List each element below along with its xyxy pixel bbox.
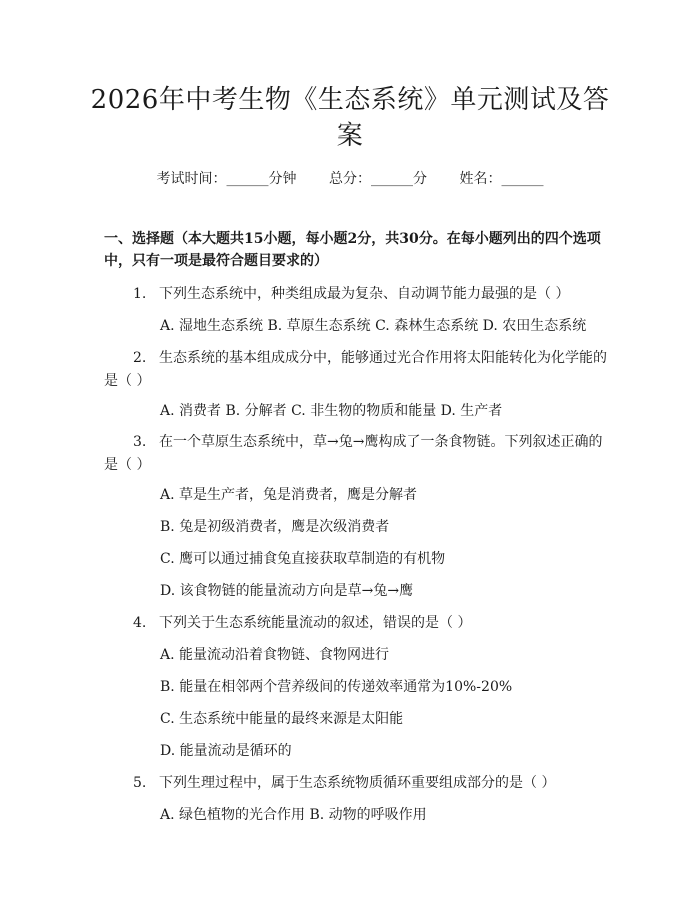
question-number: 3. (133, 434, 147, 450)
question-1 (133, 283, 569, 303)
question-3 (133, 431, 602, 451)
question-stem: 下列生态系统中，种类组成最为复杂、自动调节能力最强的是（ ） (159, 286, 570, 302)
question-number: 5. (133, 775, 147, 791)
option-a: A. 能量流动沿着食物链、食物网进行 (160, 647, 390, 663)
option-b: B. 能量在相邻两个营养级间的传递效率通常为10%-20% (160, 679, 513, 695)
question-stem: 下列生理过程中，属于生态系统物质循环重要组成部分的是（ ） (159, 775, 556, 791)
page-title: 2026年中考生物《生态系统》单元测试及答案 (90, 85, 610, 151)
question-2-options: A. 消费者 B. 分解者 C. 非生物的物质和能量 D. 生产者 (160, 403, 503, 419)
question-number: 1. (133, 286, 147, 302)
question-stem-continued: 是（ ） (104, 457, 151, 473)
question-1-options: A. 湿地生态系统 B. 草原生态系统 C. 森林生态系统 D. 农田生态系统 (160, 318, 587, 334)
question-5 (133, 772, 555, 792)
question-stem: 在一个草原生态系统中，草→兔→鹰构成了一条食物链。下列叙述正确的 (159, 434, 603, 450)
question-2 (133, 347, 607, 367)
question-stem-continued: 是（ ） (104, 373, 151, 389)
total-score-field: 总分：______分 (329, 171, 427, 187)
exam-meta (0, 168, 700, 188)
option-a: A. 草是生产者，兔是消费者，鹰是分解者 (160, 487, 418, 503)
option-d: D. 该食物链的能量流动方向是草→兔→鹰 (160, 583, 414, 599)
option-c: C. 鹰可以通过捕食兔直接获取草制造的有机物 (160, 551, 446, 567)
student-name-field: 姓名：______ (459, 171, 544, 187)
question-stem: 下列关于生态系统能量流动的叙述，错误的是（ ） (159, 615, 472, 631)
question-5-options: A. 绿色植物的光合作用 B. 动物的呼吸作用 (160, 807, 427, 823)
option-b: B. 兔是初级消费者，鹰是次级消费者 (160, 519, 390, 535)
question-number: 2. (133, 350, 147, 366)
question-stem: 生态系统的基本组成成分中，能够通过光合作用将太阳能转化为化学能的 (159, 350, 607, 366)
question-4 (133, 612, 471, 632)
option-d: D. 能量流动是循环的 (160, 743, 292, 759)
exam-time-field: 考试时间：______分钟 (156, 171, 297, 187)
option-c: C. 生态系统中能量的最终来源是太阳能 (160, 711, 404, 727)
section-heading: 一、选择题（本大题共15小题，每小题2分，共30分。在每小题列出的四个选项中，只有一项是最符合题目要求的） (104, 231, 601, 269)
question-number: 4. (133, 615, 147, 631)
